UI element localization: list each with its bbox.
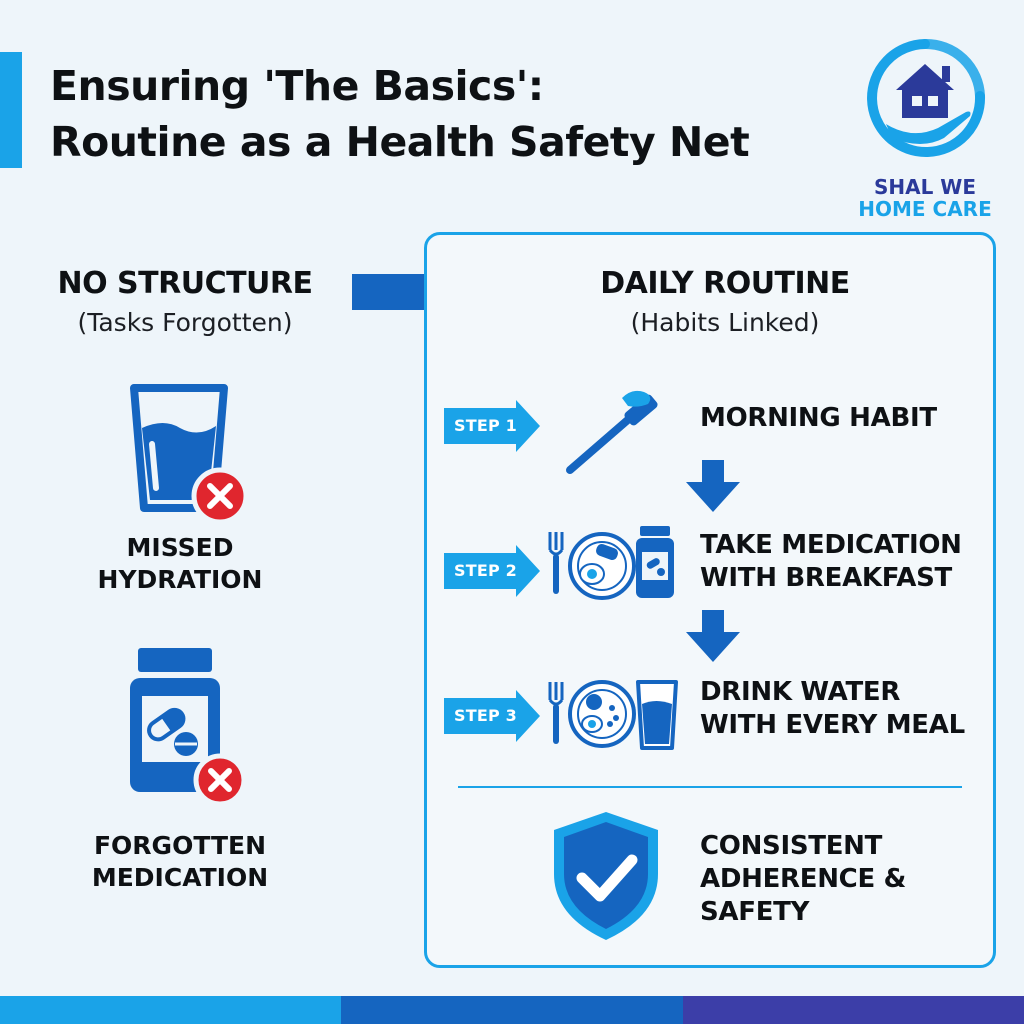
no-structure-subheading: (Tasks Forgotten) [77,308,293,337]
logo-name-line-2: HOME CARE [858,197,992,221]
shield-check-icon [546,808,666,944]
outcome-text: CONSISTENT ADHERENCE & SAFETY [700,831,907,927]
down-arrow-icon [686,460,740,512]
title-accent-bar [0,52,22,168]
house-hand-icon [862,36,988,166]
step-1-tag: STEP 1 [444,400,540,452]
down-arrow-icon [686,610,740,662]
step-1-text: MORNING HABIT [700,403,937,433]
logo-name-line-1: SHAL WE [873,175,977,199]
missed-hydration-label: MISSED HYDRATION [97,533,263,594]
meal-plate-icon [544,672,684,752]
forgotten-medication-label: FORGOTTEN MEDICATION [91,831,269,892]
page-title [50,58,850,170]
step-2-tag: STEP 2 [444,545,540,597]
water-glass-icon [124,384,254,524]
step-3-tag: STEP 3 [444,690,540,742]
title-line-2: Routine as a Health Safety Net [50,118,750,166]
title-line-1: Ensuring 'The Basics': [50,62,544,110]
daily-routine-subheading: (Habits Linked) [630,308,820,337]
step-3-text: DRINK WATER WITH EVERY MEAL [700,677,965,740]
toothbrush-icon [562,388,662,478]
footer-color-bar [0,996,1024,1024]
no-structure-heading: NO STRUCTURE [57,266,313,301]
step-2-text: TAKE MEDICATION WITH BREAKFAST [700,530,962,593]
pill-bottle-icon [124,646,256,802]
daily-routine-heading: DAILY ROUTINE [600,266,850,301]
company-logo [840,36,1010,221]
breakfast-plate-icon [544,522,684,602]
panel-divider [458,786,962,788]
